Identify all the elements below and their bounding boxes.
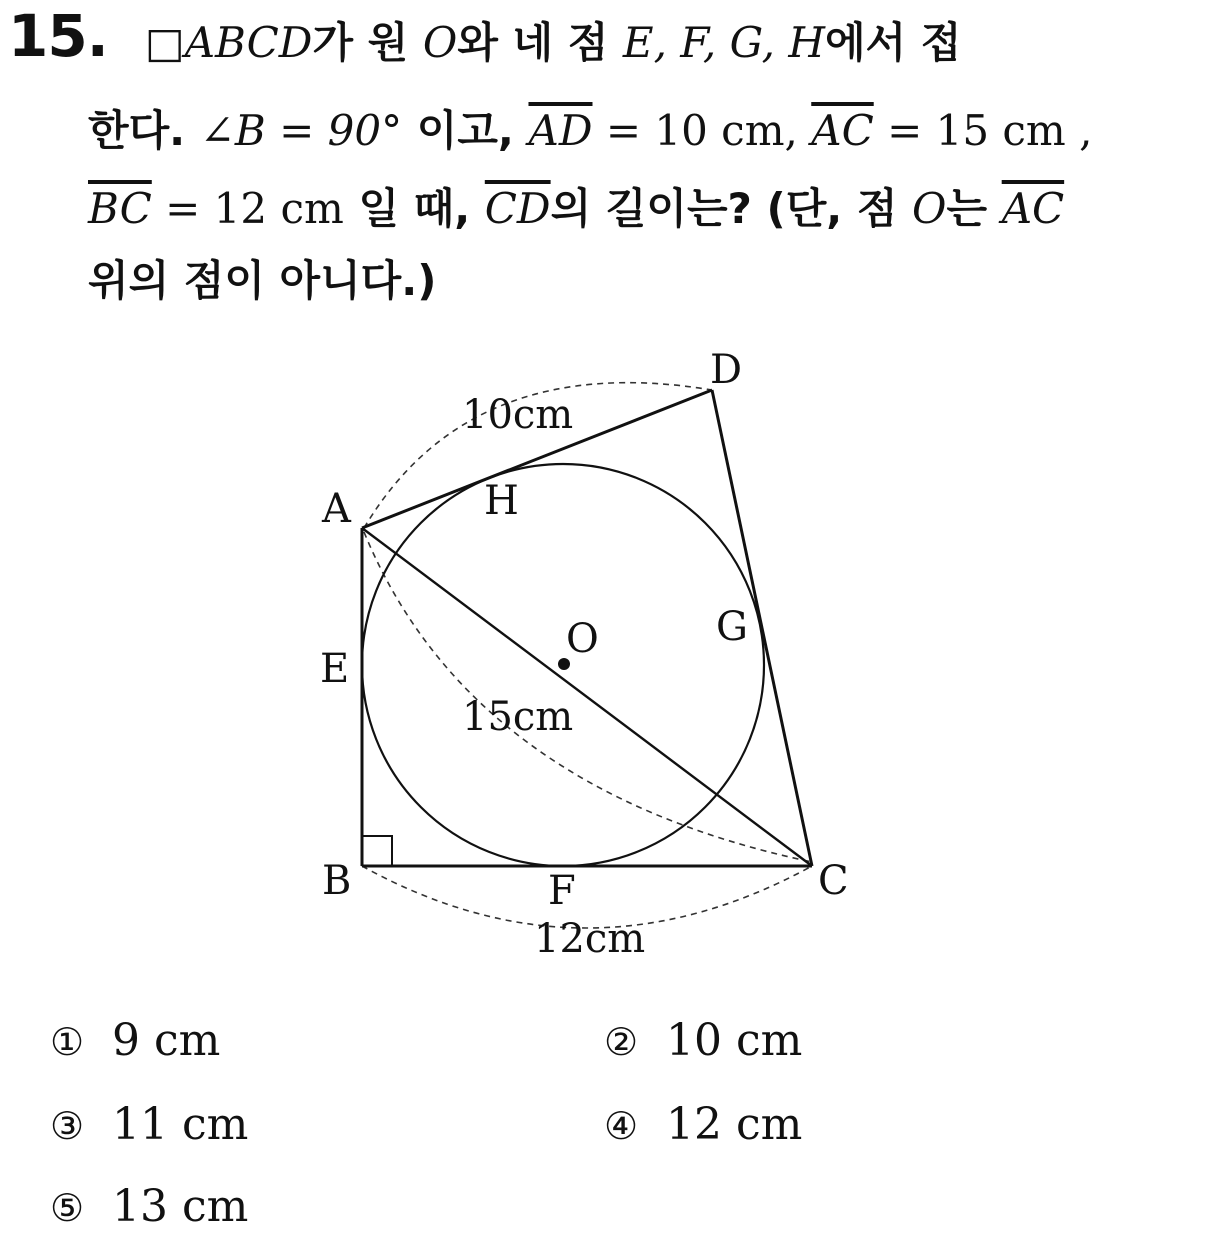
right-angle-mark [362, 836, 392, 866]
label-o: O [566, 616, 599, 662]
length-bc-label: 12cm [534, 916, 646, 962]
segment-cd: $\overline{CD}$ [484, 184, 551, 233]
label-b: B [322, 858, 352, 904]
text-fragment: 가 원 [312, 18, 423, 67]
label-e: E [320, 646, 350, 692]
text-fragment: 에서 접 [824, 18, 962, 67]
text-fragment: 일 때, [343, 184, 485, 233]
length-ac-label: 15cm [462, 694, 574, 740]
choice-text: 13 cm [112, 1181, 249, 1232]
question-number: 15. [8, 2, 108, 70]
segment-ac-2: $\overline{AC}$ [1001, 184, 1065, 233]
text-fragment: 는 [946, 184, 1002, 233]
square-symbol: □ [145, 18, 185, 67]
label-d: D [710, 347, 743, 393]
text-fragment: 와 네 점 [457, 18, 623, 67]
label-f: F [548, 868, 576, 914]
choice-text: 10 cm [666, 1015, 803, 1066]
tangent-points: E, F, G, H [622, 18, 825, 67]
label-a: A [322, 486, 351, 532]
label-c: C [818, 858, 849, 904]
segment-ad: $\overline{AD}$ [528, 106, 593, 155]
length-ad-label: 10cm [462, 392, 574, 438]
label-g: G [716, 604, 748, 650]
segment-bc: $\overline{BC}$ [88, 184, 152, 233]
choice-marker: ② [604, 1020, 639, 1064]
ad-length: = 10 cm [592, 106, 785, 155]
label-h: H [484, 478, 519, 524]
choice-marker: ⑤ [50, 1186, 85, 1230]
text-fragment: 이고, [402, 106, 529, 155]
choice-text: 9 cm [112, 1015, 221, 1066]
ac-length: = 15 cm [873, 106, 1066, 155]
choice-4[interactable] [604, 1100, 802, 1151]
choice-text: 12 cm [666, 1099, 803, 1150]
text-fragment: , [784, 106, 812, 155]
choice-text: 11 cm [112, 1099, 249, 1150]
choice-2[interactable] [604, 1016, 802, 1067]
question-line-4: 위의 점이 아니다.) [88, 256, 437, 305]
quadrilateral-name: ABCD [184, 18, 313, 67]
text-fragment: 한다. [88, 106, 200, 155]
segment-ac: $\overline{AC}$ [811, 106, 874, 155]
choice-1[interactable] [50, 1016, 220, 1067]
text-fragment: , [1065, 106, 1093, 155]
choice-5[interactable] [50, 1182, 248, 1233]
choice-marker: ① [50, 1020, 85, 1064]
angle-b: ∠B = 90° [199, 106, 403, 155]
text-fragment: 의 길이는? (단, 점 [550, 184, 913, 233]
choice-marker: ④ [604, 1104, 639, 1148]
choice-marker: ③ [50, 1104, 85, 1148]
bc-length: = 12 cm [151, 184, 344, 233]
circle-name: O [422, 18, 458, 67]
point-o: O [912, 184, 947, 233]
choice-3[interactable] [50, 1100, 248, 1151]
